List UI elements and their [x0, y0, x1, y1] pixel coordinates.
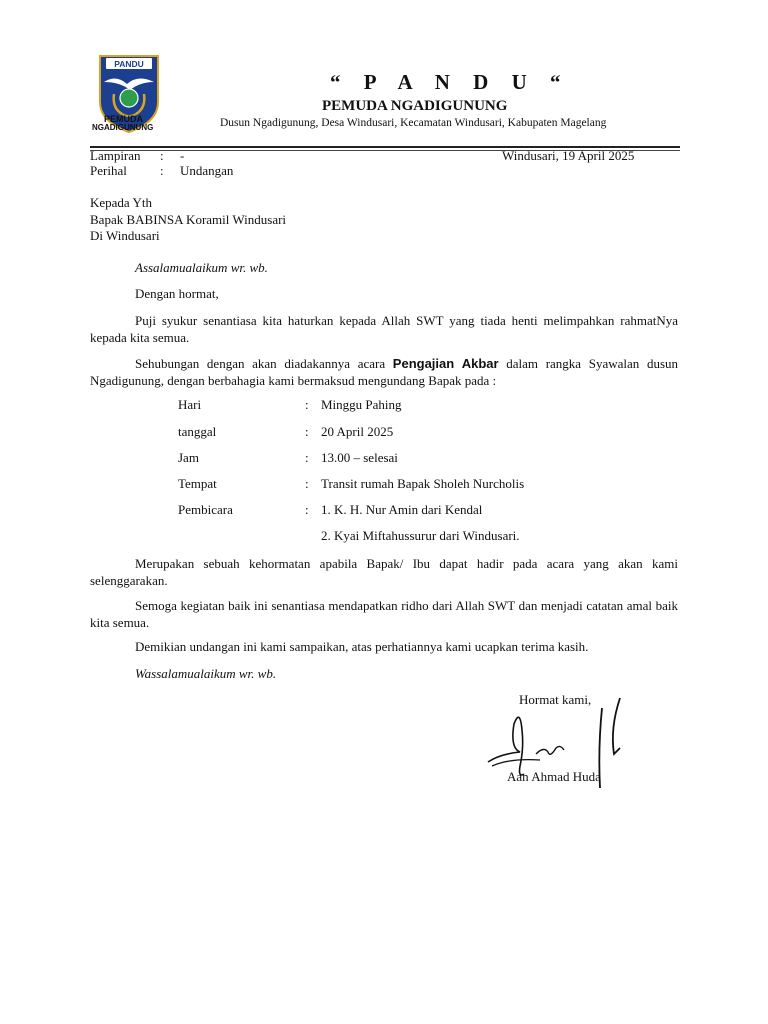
lampiran-colon: : — [160, 148, 164, 163]
svg-text:PANDU: PANDU — [114, 59, 144, 69]
jam-colon: : — [305, 450, 309, 465]
lampiran-value: - — [180, 148, 185, 163]
tempat-colon: : — [305, 476, 309, 491]
tanggal-value: 20 April 2025 — [321, 424, 394, 439]
paragraph-2: Sehubungan dengan akan diadakannya acara Pengajian Akbar dalam rangka Syawalan dusun Ngadigunung, dengan berbahagia kami bermaksud mengundang Bapak pada : — [90, 356, 679, 388]
hari-label: Hari — [178, 397, 202, 412]
jam-value: 13.00 – selesai — [321, 450, 398, 465]
jam-label: Jam — [178, 450, 199, 465]
speaker-2: 2. Kyai Miftahussurur dari Windusari. — [321, 528, 520, 543]
place-date: Windusari, 19 April 2025 — [502, 148, 635, 163]
tempat-label: Tempat — [178, 476, 217, 491]
tanggal-label: tanggal — [178, 424, 217, 439]
signatory-name: Aan Ahmad Huda — [507, 769, 601, 784]
perihal-value: Undangan — [180, 163, 234, 178]
lampiran-label: Lampiran — [90, 148, 141, 163]
paragraph-4: Semoga kegiatan baik ini senantiasa mendapatkan ridho dari Allah SWT dan menjadi catatan amal baik kita semua. — [90, 598, 678, 630]
paragraph-5: Demikian undangan ini kami sampaikan, atas perhatiannya kami ucapkan terima kasih. — [135, 639, 589, 654]
paragraph-3: Merupakan sebuah kehormatan apabila Bapak/ Ibu dapat hadir pada acara yang akan kami selenggarakan. — [90, 556, 678, 588]
regards: Hormat kami, — [519, 692, 592, 707]
pembicara-label: Pembicara — [178, 502, 233, 517]
perihal-label: Perihal — [90, 163, 127, 178]
logo-caption-2: NGADIGUNUNG — [92, 123, 154, 132]
hari-value: Minggu Pahing — [321, 397, 402, 412]
greeting: Assalamualaikum wr. wb. — [135, 260, 268, 275]
opening: Dengan hormat, — [135, 286, 219, 301]
letterhead-address: Dusun Ngadigunung, Desa Windusari, Kecamatan Windusari, Kabupaten Magelang — [220, 117, 607, 129]
letterhead-title: “ P A N D U “ — [330, 70, 570, 94]
paragraph-1: Puji syukur senantiasa kita haturkan kepada Allah SWT yang tiada henti melimpahkan rahmatNya kepada kita semua. — [90, 313, 678, 345]
pembicara-colon: : — [305, 502, 309, 517]
recipient-line-2: Bapak BABINSA Koramil Windusari — [90, 212, 287, 227]
letterhead-subtitle: PEMUDA NGADIGUNUNG — [322, 98, 508, 114]
closing: Wassalamualaikum wr. wb. — [135, 666, 277, 681]
hari-colon: : — [305, 397, 309, 412]
logo-caption-1: PEMUDA — [104, 114, 144, 124]
perihal-colon: : — [160, 163, 164, 178]
recipient-line-1: Kepada Yth — [90, 195, 152, 210]
recipient-line-3: Di Windusari — [90, 228, 160, 243]
tempat-value: Transit rumah Bapak Sholeh Nurcholis — [321, 476, 525, 491]
speaker-1: 1. K. H. Nur Amin dari Kendal — [321, 502, 483, 517]
tanggal-colon: : — [305, 424, 309, 439]
